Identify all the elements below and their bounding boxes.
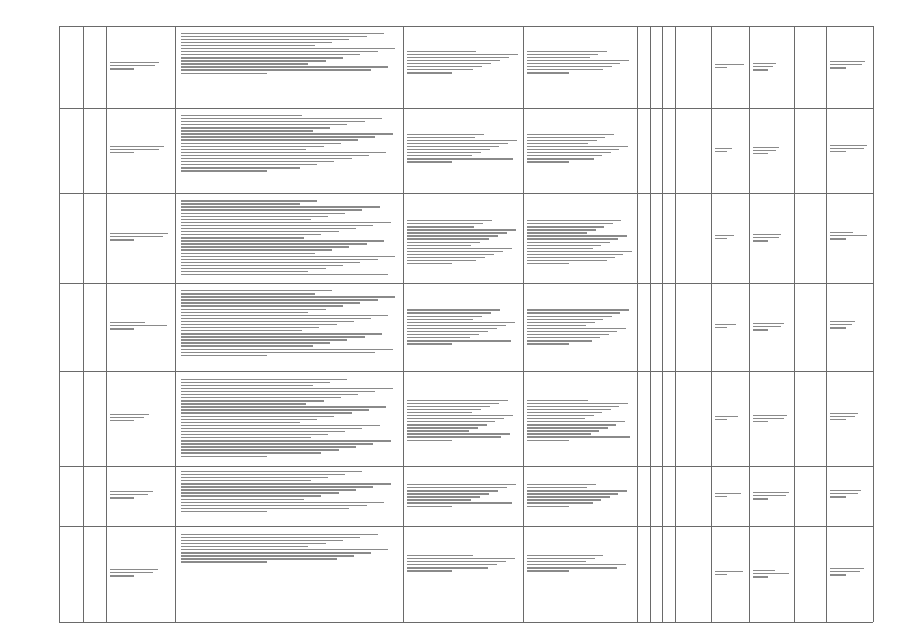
illegible-text-block — [715, 148, 745, 155]
row-border — [59, 622, 873, 623]
column-border — [749, 26, 750, 622]
illegible-text-block — [753, 570, 790, 580]
row-border — [59, 466, 873, 467]
row-border — [59, 108, 873, 109]
row-border — [59, 26, 873, 27]
illegible-text-block — [753, 492, 790, 502]
illegible-text-block — [715, 235, 745, 242]
illegible-text-block — [830, 413, 869, 427]
illegible-text-block — [830, 568, 869, 582]
illegible-text-block — [110, 322, 171, 334]
illegible-text-block — [753, 147, 790, 157]
illegible-text-block — [407, 484, 519, 514]
column-border — [711, 26, 712, 622]
illegible-text-block — [181, 33, 397, 102]
illegible-text-block — [527, 220, 633, 265]
column-border — [175, 26, 176, 622]
illegible-text-block — [715, 324, 745, 331]
column-border — [794, 26, 795, 622]
illegible-text-block — [407, 220, 519, 265]
illegible-text-block — [715, 64, 745, 71]
column-border — [675, 26, 676, 622]
illegible-text-block — [407, 400, 519, 448]
illegible-text-block — [407, 555, 519, 603]
column-border — [650, 26, 651, 622]
illegible-text-block — [110, 491, 171, 503]
illegible-text-block — [830, 61, 869, 75]
illegible-text-block — [110, 414, 171, 426]
illegible-text-block — [407, 309, 519, 353]
row-border — [59, 193, 873, 194]
illegible-text-block — [753, 415, 790, 425]
illegible-text-block — [527, 134, 633, 177]
column-border — [523, 26, 524, 622]
illegible-text-block — [830, 232, 869, 246]
row-border — [59, 283, 873, 284]
illegible-text-block — [527, 555, 633, 603]
illegible-text-block — [753, 63, 790, 73]
illegible-text-block — [110, 146, 171, 158]
illegible-text-block — [527, 400, 633, 448]
column-border — [59, 26, 60, 622]
illegible-text-block — [407, 51, 519, 92]
illegible-text-block — [181, 200, 397, 276]
illegible-text-block — [753, 234, 790, 244]
illegible-text-block — [110, 569, 171, 581]
illegible-text-block — [527, 484, 633, 514]
illegible-text-block — [830, 321, 869, 335]
illegible-text-block — [181, 115, 397, 186]
illegible-text-block — [527, 309, 633, 353]
illegible-text-block — [830, 145, 869, 159]
column-border — [403, 26, 404, 622]
illegible-text-block — [830, 490, 869, 504]
illegible-text-block — [753, 323, 790, 333]
illegible-text-block — [407, 134, 519, 177]
illegible-text-block — [110, 233, 171, 245]
illegible-text-block — [181, 379, 397, 459]
illegible-text-block — [110, 62, 171, 74]
column-border — [873, 26, 874, 622]
illegible-text-block — [181, 534, 397, 615]
illegible-text-block — [715, 416, 745, 423]
column-border — [826, 26, 827, 622]
illegible-text-block — [181, 290, 397, 364]
illegible-text-block — [527, 51, 633, 92]
column-border — [106, 26, 107, 622]
column-border — [662, 26, 663, 622]
registry-table — [59, 26, 873, 622]
column-border — [83, 26, 84, 622]
illegible-text-block — [715, 571, 745, 578]
illegible-text-block — [181, 471, 397, 521]
column-border — [637, 26, 638, 622]
row-border — [59, 526, 873, 527]
illegible-text-block — [715, 493, 745, 500]
row-border — [59, 371, 873, 372]
